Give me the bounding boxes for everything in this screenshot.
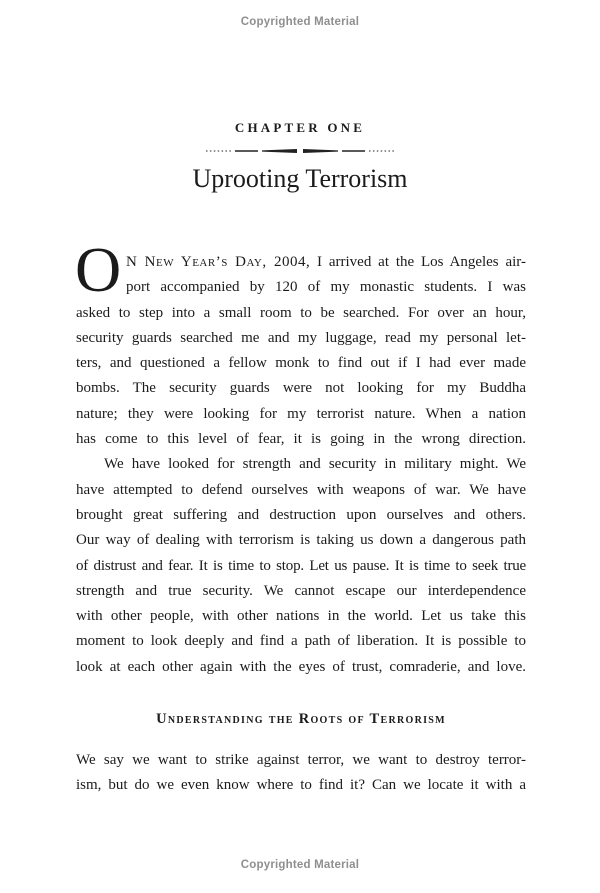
text-line: look at each other again with the eyes of trust, comraderie, and love. <box>76 658 526 675</box>
text-line: security guards searched me and my luggage, read my personal let- <box>76 329 526 346</box>
text-line: with other people, with other nations in the world. Let us take this <box>76 608 526 625</box>
small-caps-lead: N New Year’s Day, 2004, <box>126 254 311 270</box>
text-line: nature; they were looking for my terrorist nature. When a nation <box>76 405 526 422</box>
text-line: brought great suffering and destruction upon ourselves and others. <box>76 506 526 523</box>
paragraph-opening <box>75 234 526 452</box>
section-heading: Understanding the Roots of Terrorism <box>156 711 446 728</box>
chapter-divider-ornament-icon <box>204 146 396 156</box>
drop-cap: O <box>75 234 122 305</box>
paragraph-roots <box>76 748 526 799</box>
text-line: We have looked for strength and security in military might. We <box>104 456 526 473</box>
text-line: Our way of dealing with terrorism is taking us down a dangerous path <box>76 532 526 549</box>
line-text: I arrived at the Los Angeles air- <box>310 254 526 270</box>
text-line: asked to step into a small room to be searched. For over an hour, <box>76 304 526 321</box>
text-line: has come to this level of fear, it is going in the wrong direction. <box>76 431 526 448</box>
text-line: We say we want to strike against terror, we want to destroy terror- <box>76 752 526 769</box>
text-line: ters, and questioned a fellow monk to find out if I had ever made <box>76 355 526 372</box>
text-line: of distrust and fear. It is time to stop. Let us pause. It is time to seek true <box>76 557 526 574</box>
text-line: strength and true security. We cannot escape our interdependence <box>76 582 526 599</box>
text-line: moment to look deeply and find a path of liberation. It is possible to <box>76 633 526 650</box>
copyright-notice-top: Copyrighted Material <box>240 16 360 28</box>
copyright-notice-bottom: Copyrighted Material <box>240 859 360 871</box>
text-line: have attempted to defend ourselves with weapons of war. We have <box>76 481 526 498</box>
paragraph-military-might <box>76 452 526 680</box>
chapter-label: CHAPTER ONE <box>234 120 366 135</box>
text-line <box>76 250 526 275</box>
body-text <box>75 234 526 799</box>
text-line: ism, but do we even know where to find it? Can we locate it with a <box>76 777 526 794</box>
text-line: bombs. The security guards were not looking for my Buddha <box>76 380 526 397</box>
text-line: port accompanied by 120 of my monastic students. I was <box>126 279 526 296</box>
chapter-title: Uprooting Terrorism <box>192 164 408 193</box>
